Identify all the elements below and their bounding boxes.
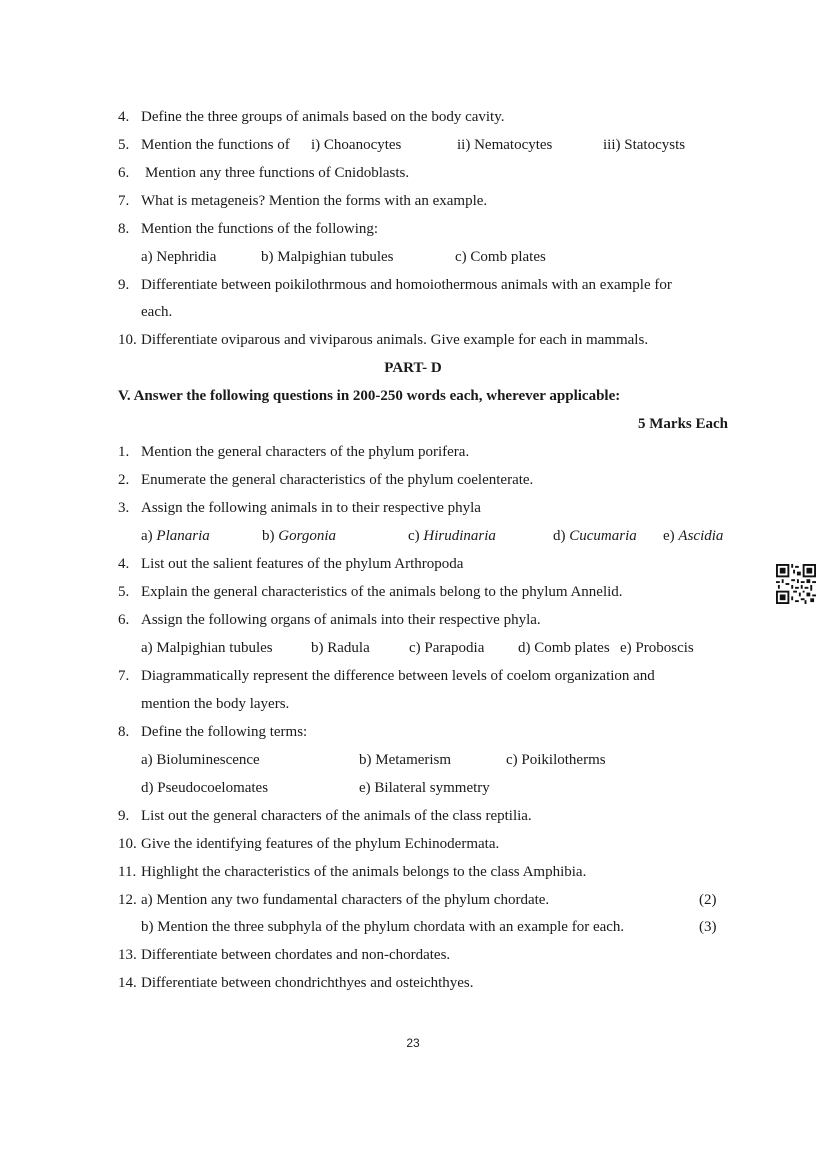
question-v-8-options-row2: d) Pseudocoelomates e) Bilateral symmetry: [141, 780, 490, 796]
question-v-8-options-row1: a) Bioluminescence b) Metamerism c) Poikilotherms: [141, 752, 606, 768]
question-iv-8: 8. Mention the functions of the following:: [118, 221, 379, 237]
question-v-7-cont: mention the body layers.: [141, 696, 290, 712]
question-iv-9: 9. Differentiate between poikilothrmous and homoiothermous animals with an example for: [118, 277, 672, 293]
question-iv-10: 10. Differentiate oviparous and viviparous animals. Give example for each in mammals.: [118, 332, 649, 348]
question-v-11: 11. Highlight the characteristics of the animals belongs to the class Amphibia.: [118, 864, 587, 880]
part-d-heading: PART- D: [384, 360, 442, 376]
question-v-12b: b) Mention the three subphyla of the phylum chordata with an example for each. (3): [141, 919, 717, 935]
question-iv-9-cont: each.: [141, 304, 173, 320]
question-v-13: 13. Differentiate between chordates and non-chordates.: [118, 947, 451, 963]
question-iv-5: 5. Mention the functions of i) Choanocytes ii) Nematocytes iii) Statocysts: [118, 137, 686, 153]
question-v-8: 8. Define the following terms:: [118, 724, 308, 740]
question-iv-8-options: a) Nephridia b) Malpighian tubules c) Comb plates: [141, 249, 546, 265]
option-ascidia: e) Ascidia: [663, 528, 724, 544]
question-v-9: 9. List out the general characters of the animals of the class reptilia.: [118, 808, 532, 824]
option-planaria: a) Planaria: [141, 528, 210, 544]
option-hirudinaria: c) Hirudinaria: [408, 528, 496, 544]
question-iv-6: 6. Mention any three functions of Cnidoblasts.: [118, 165, 410, 181]
marks-12b: (3): [699, 919, 717, 935]
marks-label: 5 Marks Each: [638, 416, 728, 432]
page-number: 23: [406, 1036, 420, 1050]
question-v-10: 10. Give the identifying features of the phylum Echinodermata.: [118, 836, 500, 852]
question-v-4: 4. List out the salient features of the phylum Arthropoda: [118, 556, 464, 572]
marks-12a: (2): [699, 892, 717, 908]
option-gorgonia: b) Gorgonia: [262, 528, 337, 544]
question-iv-7: 7. What is metageneis? Mention the forms with an example.: [118, 193, 488, 209]
question-v-6-options: a) Malpighian tubules b) Radula c) Parapodia d) Comb plates e) Proboscis: [141, 640, 694, 656]
question-iv-4: 4. Define the three groups of animals based on the body cavity.: [118, 109, 505, 125]
question-v-1: 1. Mention the general characters of the phylum porifera.: [118, 444, 470, 460]
question-v-3-options: [141, 527, 741, 545]
question-v-3: 3. Assign the following animals in to their respective phyla: [118, 500, 481, 516]
question-v-7: 7. Diagrammatically represent the difference between levels of coelom organization and: [118, 668, 655, 684]
question-v-5: 5. Explain the general characteristics of the animals belong to the phylum Annelid.: [118, 584, 623, 600]
question-v-2: 2. Enumerate the general characteristics of the phylum coelenterate.: [118, 472, 534, 488]
option-cucumaria: d) Cucumaria: [553, 528, 637, 544]
qr-code-icon: [776, 564, 816, 604]
question-v-6: 6. Assign the following organs of animals into their respective phyla.: [118, 612, 541, 628]
question-v-14: 14. Differentiate between chondrichthyes and osteichthyes.: [118, 975, 474, 991]
section-v-instruction: V. Answer the following questions in 200-250 words each, wherever applicable:: [118, 388, 621, 404]
question-v-12a: 12. a) Mention any two fundamental characters of the phylum chordate. (2): [118, 892, 717, 908]
